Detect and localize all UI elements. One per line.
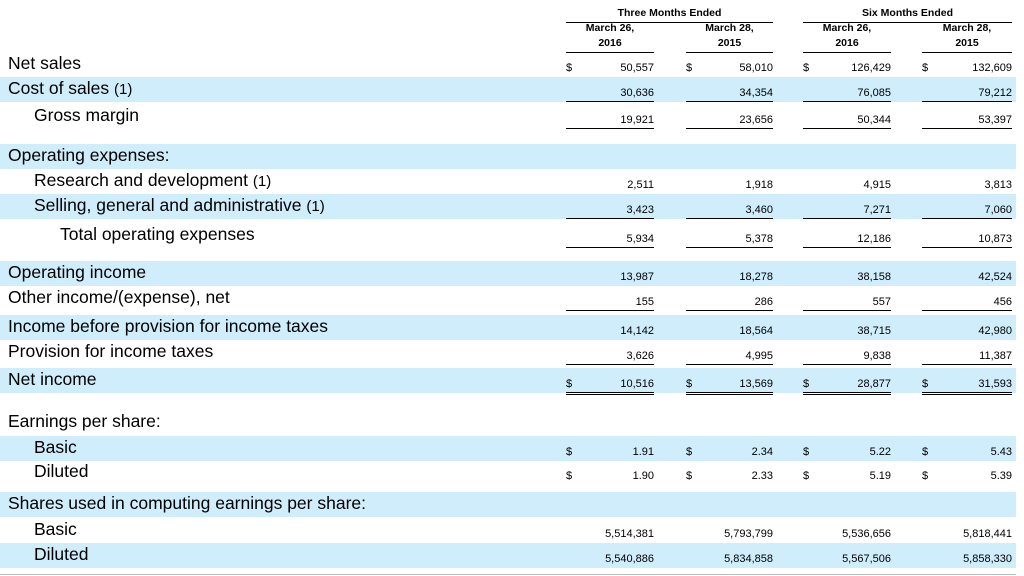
- value-number: 1.90: [632, 470, 654, 482]
- value-cell: [686, 349, 773, 365]
- value-number: 3,626: [626, 350, 654, 362]
- row-label-text: Shares used in computing earnings per share:: [8, 493, 366, 513]
- header-col-1-line2: 2016: [598, 37, 622, 49]
- value-number: 10,873: [978, 233, 1012, 245]
- header-col-4-line2: 2015: [955, 37, 979, 49]
- value-cell: [566, 203, 654, 219]
- value-number: 7,271: [863, 204, 891, 216]
- row-label: [34, 104, 139, 126]
- value-cell: [803, 324, 891, 339]
- value-number: 5.19: [869, 470, 891, 482]
- value-cell: [803, 86, 891, 102]
- value-cell: [922, 552, 1012, 567]
- value-number: 286: [754, 296, 773, 308]
- value-cell: [922, 349, 1012, 365]
- value-number: 18,564: [739, 325, 773, 337]
- value-cell: [686, 324, 773, 339]
- value-cell: [566, 552, 654, 567]
- value-cell: [686, 86, 773, 102]
- value-number: 13,569: [739, 378, 773, 390]
- row-label: [8, 144, 170, 166]
- value-number: 12,186: [857, 233, 891, 245]
- row-label-text: Selling, general and administrative: [34, 195, 307, 215]
- value-cell: [686, 445, 773, 460]
- table-row: [0, 223, 1016, 248]
- dollar-sign: $: [566, 470, 573, 482]
- value-number: 5,378: [745, 233, 773, 245]
- row-label: [34, 460, 88, 482]
- value-number: 1,918: [745, 179, 773, 191]
- value-number: 2.34: [751, 446, 773, 458]
- value-number: 5,567,506: [842, 553, 891, 565]
- value-number: 34,354: [739, 87, 773, 99]
- row-label-text: Income before provision for income taxes: [8, 316, 329, 336]
- row-label: [60, 223, 255, 245]
- row-label: [8, 368, 97, 390]
- value-number: 3,423: [626, 204, 654, 216]
- table-row: [0, 286, 1016, 311]
- header-col-4: [922, 21, 1012, 53]
- value-cell: [566, 469, 654, 484]
- footnote-marker: (1): [114, 81, 133, 98]
- value-number: 13,987: [620, 271, 654, 283]
- value-cell: [922, 113, 1012, 129]
- value-cell: [803, 270, 891, 285]
- dollar-sign: $: [803, 62, 810, 74]
- table-row: [0, 77, 1016, 102]
- value-cell: [566, 349, 654, 365]
- value-cell: [922, 527, 1012, 542]
- value-cell: [686, 232, 773, 248]
- value-number: 10,516: [620, 378, 654, 390]
- value-cell: [922, 469, 1012, 484]
- value-cell: [922, 324, 1012, 339]
- dollar-sign: $: [686, 470, 693, 482]
- header-col-3-line2: 2016: [835, 37, 859, 49]
- row-label: [8, 52, 81, 74]
- value-number: 30,636: [620, 87, 654, 99]
- row-label: [8, 492, 366, 514]
- value-cell: [803, 178, 891, 193]
- value-number: 5,536,656: [842, 528, 891, 540]
- row-label-text: Net income: [8, 369, 97, 389]
- row-label: [34, 543, 88, 565]
- value-number: 5,540,886: [605, 553, 654, 565]
- value-cell: [803, 552, 891, 567]
- dollar-sign: $: [686, 378, 693, 390]
- value-number: 557: [872, 296, 891, 308]
- table-row: [0, 261, 1016, 286]
- value-cell: [922, 270, 1012, 285]
- value-number: 28,877: [857, 378, 891, 390]
- dollar-sign: $: [922, 378, 929, 390]
- value-number: 79,212: [978, 87, 1012, 99]
- value-cell: [922, 445, 1012, 460]
- row-label-text: Net sales: [8, 53, 81, 73]
- row-label-text: Gross margin: [34, 105, 140, 125]
- row-label-text: Diluted: [34, 461, 89, 481]
- value-cell: [566, 295, 654, 311]
- value-cell: [922, 232, 1012, 248]
- table-row: [0, 460, 1016, 485]
- value-number: 50,557: [620, 62, 654, 74]
- value-cell: [803, 203, 891, 219]
- value-cell: [922, 178, 1012, 193]
- value-number: 5.22: [869, 446, 891, 458]
- value-cell: [803, 295, 891, 311]
- row-label: [8, 340, 213, 362]
- table-row: [0, 518, 1016, 543]
- header-col-3: [803, 21, 891, 53]
- value-number: 11,387: [979, 350, 1012, 362]
- value-cell: [803, 377, 891, 395]
- value-number: 14,142: [620, 325, 654, 337]
- value-cell: [686, 270, 773, 285]
- row-label: [8, 410, 161, 432]
- value-number: 31,593: [978, 378, 1012, 390]
- table-row: [0, 368, 1016, 393]
- row-label-text: Research and development: [34, 170, 253, 190]
- value-cell: [566, 178, 654, 193]
- value-number: 38,715: [857, 325, 891, 337]
- value-number: 3,460: [745, 204, 773, 216]
- value-number: 42,524: [978, 271, 1012, 283]
- header-col-3-line1: March 26,: [822, 22, 872, 34]
- value-number: 5.43: [990, 446, 1012, 458]
- value-number: 2,511: [627, 179, 654, 191]
- row-label-text: Diluted: [34, 544, 89, 564]
- value-number: 5.39: [990, 470, 1012, 482]
- dollar-sign: $: [922, 62, 929, 74]
- value-cell: [566, 232, 654, 248]
- value-cell: [566, 377, 654, 395]
- value-number: 42,980: [978, 325, 1012, 337]
- value-cell: [686, 295, 773, 311]
- header-col-1-line1: March 26,: [585, 22, 635, 34]
- value-number: 7,060: [984, 204, 1012, 216]
- value-number: 38,158: [857, 271, 891, 283]
- value-cell: [686, 469, 773, 484]
- value-cell: [686, 178, 773, 193]
- row-label: [34, 436, 77, 458]
- row-label-text: Provision for income taxes: [8, 341, 214, 361]
- row-label-text: Basic: [34, 519, 77, 539]
- row-label-text: Total operating expenses: [60, 224, 255, 244]
- dollar-sign: $: [566, 446, 573, 458]
- table-row: [0, 410, 1016, 435]
- footnote-marker: (1): [306, 198, 325, 215]
- table-row: [0, 144, 1016, 169]
- value-number: 1.91: [632, 446, 654, 458]
- row-label: [34, 518, 77, 540]
- row-label: [34, 194, 325, 218]
- table-row: [0, 436, 1016, 461]
- value-number: 50,344: [857, 114, 891, 126]
- table-row: [0, 315, 1016, 340]
- row-label-text: Other income/(expense), net: [8, 287, 230, 307]
- value-number: 5,793,799: [724, 528, 773, 540]
- value-number: 126,429: [851, 62, 891, 74]
- value-cell: [922, 61, 1012, 76]
- row-label: [8, 286, 230, 308]
- value-cell: [566, 445, 654, 460]
- value-number: 132,609: [972, 62, 1012, 74]
- table-row: [0, 104, 1016, 129]
- value-cell: [566, 527, 654, 542]
- value-cell: [922, 377, 1012, 395]
- value-number: 155: [635, 296, 654, 308]
- value-number: 58,010: [739, 62, 773, 74]
- value-cell: [566, 324, 654, 339]
- header-six-months: Six Months Ended: [803, 7, 1012, 23]
- header-col-4-line1: March 28,: [942, 22, 992, 34]
- value-number: 23,656: [739, 114, 773, 126]
- value-number: 5,818,441: [963, 528, 1012, 540]
- dollar-sign: $: [922, 470, 929, 482]
- dollar-sign: $: [803, 378, 810, 390]
- value-cell: [686, 527, 773, 542]
- value-cell: [922, 295, 1012, 311]
- row-label: [8, 315, 328, 337]
- value-number: 5,934: [626, 233, 654, 245]
- row-label-text: Basic: [34, 437, 77, 457]
- value-cell: [566, 270, 654, 285]
- value-number: 76,085: [857, 87, 891, 99]
- dollar-sign: $: [922, 446, 929, 458]
- value-number: 53,397: [978, 114, 1012, 126]
- value-cell: [803, 232, 891, 248]
- table-row: [0, 169, 1016, 194]
- table-row: [0, 194, 1016, 219]
- value-cell: [686, 203, 773, 219]
- value-number: 3,813: [984, 179, 1012, 191]
- header-three-months: Three Months Ended: [566, 7, 773, 23]
- value-cell: [686, 377, 773, 395]
- row-label-text: Operating income: [8, 262, 147, 282]
- dollar-sign: $: [803, 470, 810, 482]
- value-cell: [803, 349, 891, 365]
- table-row: [0, 543, 1016, 568]
- header-col-2-line1: March 28,: [705, 22, 754, 34]
- value-cell: [566, 86, 654, 102]
- value-number: 5,834,858: [724, 553, 773, 565]
- header-col-1: [566, 21, 654, 53]
- table-row: [0, 340, 1016, 365]
- value-cell: [686, 61, 773, 76]
- row-label: [8, 77, 132, 101]
- value-number: 9,838: [863, 350, 891, 362]
- value-cell: [566, 61, 654, 76]
- footnote-marker: (1): [252, 173, 272, 190]
- header-col-2: [686, 21, 773, 53]
- value-cell: [566, 113, 654, 129]
- row-label: [8, 261, 146, 283]
- value-number: 19,921: [620, 114, 654, 126]
- value-cell: [803, 445, 891, 460]
- value-number: 5,514,381: [605, 528, 654, 540]
- dollar-sign: $: [803, 446, 810, 458]
- value-cell: [922, 86, 1012, 102]
- value-cell: [686, 113, 773, 129]
- value-cell: [686, 552, 773, 567]
- dollar-sign: $: [566, 378, 573, 390]
- dollar-sign: $: [686, 62, 693, 74]
- value-number: 4,995: [745, 350, 773, 362]
- header-col-2-line2: 2015: [717, 37, 742, 49]
- row-label-text: Cost of sales: [8, 78, 115, 98]
- value-cell: [803, 61, 891, 76]
- value-cell: [803, 113, 891, 129]
- value-cell: [803, 469, 891, 484]
- dollar-sign: $: [686, 446, 693, 458]
- value-number: 2.33: [751, 470, 773, 482]
- dollar-sign: $: [566, 62, 573, 74]
- table-row: [0, 52, 1016, 77]
- value-cell: [922, 203, 1012, 219]
- row-label: [34, 169, 271, 193]
- value-number: 456: [993, 296, 1012, 308]
- row-label-text: Earnings per share:: [8, 411, 161, 431]
- value-number: 4,915: [863, 179, 891, 191]
- table-row: [0, 492, 1016, 517]
- value-number: 18,278: [739, 271, 773, 283]
- value-cell: [803, 527, 891, 542]
- row-label-text: Operating expenses:: [8, 145, 170, 165]
- value-number: 5,858,330: [963, 553, 1012, 565]
